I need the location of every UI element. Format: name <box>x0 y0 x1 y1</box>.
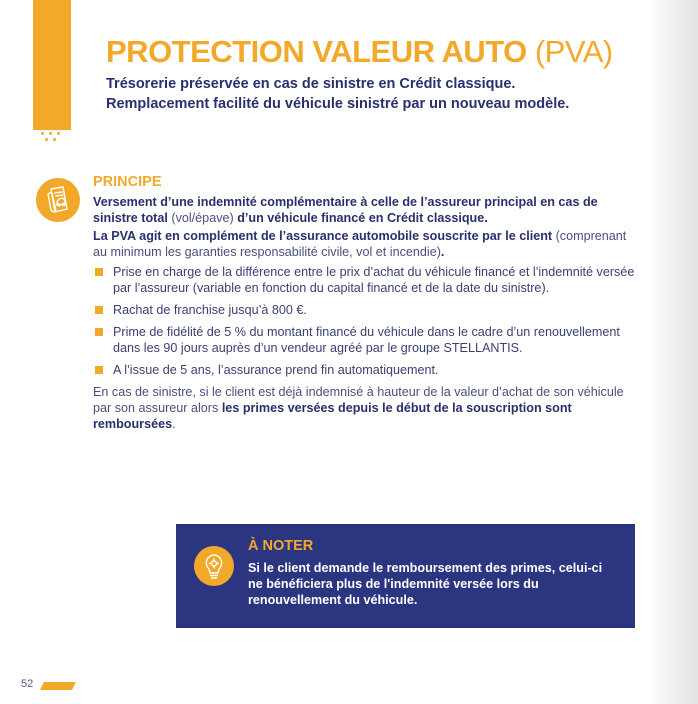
title-abbreviation: (PVA) <box>534 34 613 69</box>
note-text: Si le client demande le remboursement des primes, celui-ci ne bénéficiera plus de l'indemnité versée lors du renouvellement du véhicule. <box>248 561 603 607</box>
subtitle-line-1: Trésorerie préservée en cas de sinistre en Crédit classique. <box>106 76 516 92</box>
section-title-principe: PRINCIPE <box>93 174 162 190</box>
title-main: PROTECTION VALEUR AUTO <box>106 34 527 69</box>
note-title: À NOTER <box>248 538 314 554</box>
closing-bold: les primes versées depuis le début de la souscription sont remboursées <box>93 401 572 431</box>
list-item <box>93 302 638 318</box>
p2-light: (comprenant au minimum les garanties responsabilité civile, vol et incendie) <box>93 229 627 259</box>
subtitle-line-2: Remplacement facilité du véhicule sinistré par un nouveau modèle. <box>106 96 570 112</box>
bullet-text: Prime de fidélité de 5 % du montant financé du véhicule dans le cadre d’un renouvellement dans les 90 jours auprès d’un vendeur agréé par le groupe STELLANTIS. <box>113 325 620 355</box>
closing-light: En cas de sinistre, si le client est déjà indemnisé à hauteur de la valeur d’achat de son véhicule par son assureur alors <box>93 385 624 415</box>
document-car-icon <box>36 178 80 222</box>
list-item <box>93 324 638 356</box>
page-number: 52 <box>21 678 34 690</box>
bullet-square-icon <box>95 328 103 336</box>
principe-body <box>93 194 638 434</box>
p1-bold-c: d’un véhicule financé en Crédit classique. <box>237 211 488 225</box>
header-ribbon <box>33 0 71 130</box>
list-item <box>93 264 638 296</box>
principe-closing-paragraph <box>93 384 638 432</box>
page-subtitle <box>106 74 666 114</box>
p2-bold-c: . <box>440 245 445 259</box>
principe-paragraph-2 <box>93 228 638 260</box>
page-title <box>106 34 613 70</box>
bullet-text: A l’issue de 5 ans, l’assurance prend fin automatiquement. <box>113 363 439 377</box>
principe-bullet-list <box>93 264 638 378</box>
p1-light: (vol/épave) <box>167 211 238 225</box>
p2-bold-a: La PVA agit en complément de l’assurance automobile souscrite par le client <box>93 229 553 243</box>
bullet-text: Prise en charge de la différence entre le prix d’achat du véhicule financé et l’indemnité versée par l’assureur (variable en fonction du capital financé et de la date du sinistre). <box>113 265 635 295</box>
principe-paragraph-1 <box>93 194 638 226</box>
page-number-stripe <box>40 682 76 690</box>
ribbon-dots-decoration <box>33 120 71 142</box>
lightbulb-gear-icon <box>194 546 234 586</box>
bullet-text: Rachat de franchise jusqu’à 800 €. <box>113 303 307 317</box>
bullet-square-icon <box>95 268 103 276</box>
list-item <box>93 362 638 378</box>
bullet-square-icon <box>95 306 103 314</box>
closing-end: . <box>172 417 176 431</box>
bullet-square-icon <box>95 366 103 374</box>
p1-bold-a: Versement d’une indemnité complémentaire à celle de l’assureur principal en cas de sinistre total <box>93 195 598 225</box>
